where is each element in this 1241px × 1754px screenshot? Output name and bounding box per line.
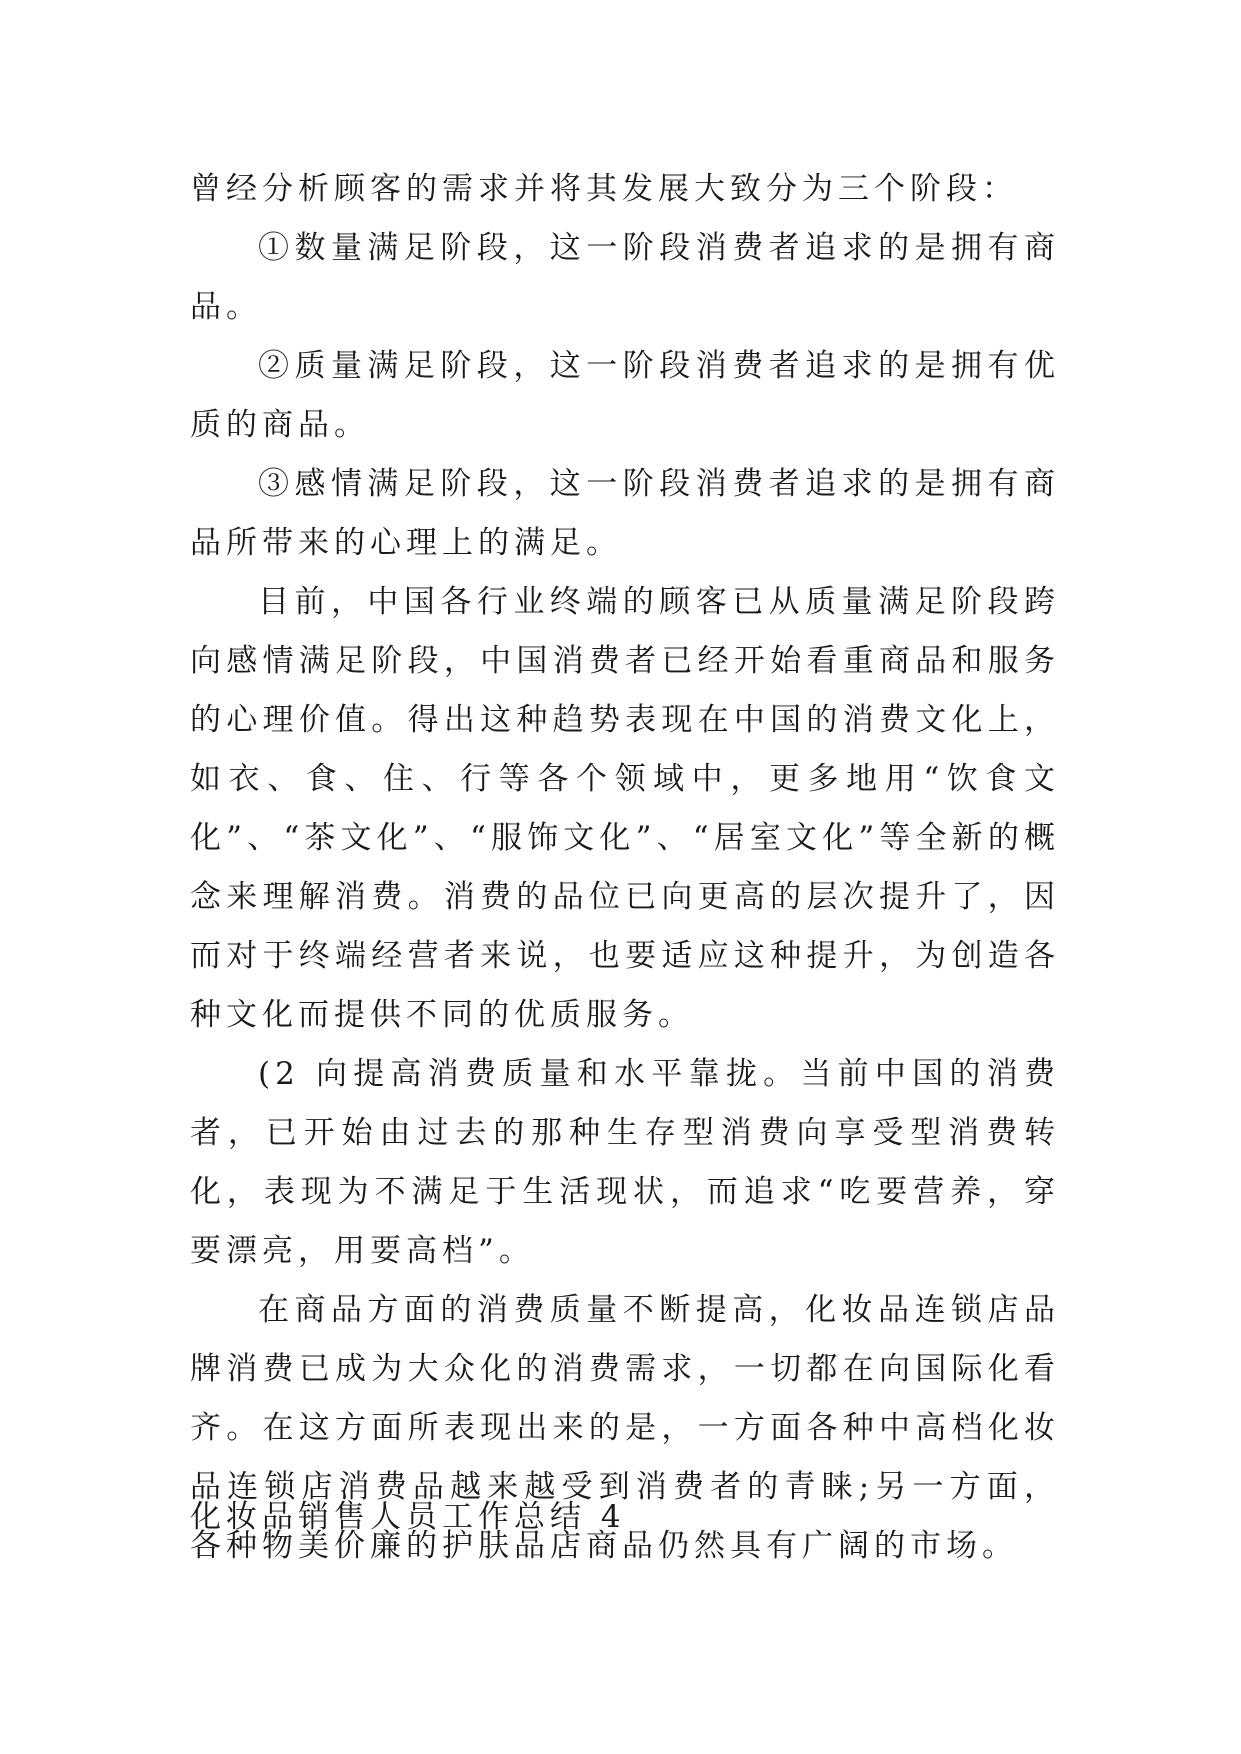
paragraph-stage-2: ②质量满足阶段，这一阶段消费者追求的是拥有优质的商品。 bbox=[190, 348, 1060, 443]
paragraph-quality-upgrade: (2 向提高消费质量和水平靠拢。当前中国的消费者，已开始由过去的那种生存型消费向享受型消费转化，表现为不满足于生活现状，而追求“吃要营养，穿要漂亮，用要高档”。 bbox=[190, 1056, 1060, 1269]
section-heading: 化妆品销售人员工作总结 4 bbox=[190, 1499, 626, 1535]
paragraph-stage-1: ①数量满足阶段，这一阶段消费者追求的是拥有商品。 bbox=[190, 230, 1060, 325]
paragraph-intro: 曾经分析顾客的需求并将其发展大致分为三个阶段： bbox=[190, 171, 1018, 207]
body-text bbox=[190, 160, 1060, 1576]
paragraph-product-consumption: 在商品方面的消费质量不断提高，化妆品连锁店品牌消费已成为大众化的消费需求，一切都在向国际化看齐。在这方面所表现出来的是，一方面各种中高档化妆品连锁店消费品越来越受到消费者的青睐;另一方面，各种物美价廉的护肤品店商品仍然具有广阔的市场。 bbox=[190, 1292, 1060, 1564]
paragraph-current-trend: 目前，中国各行业终端的顾客已从质量满足阶段跨向感情满足阶段，中国消费者已经开始看重商品和服务的心理价值。得出这种趋势表现在中国的消费文化上，如衣、食、住、行等各个领域中，更多地用“饮食文化”、“茶文化”、“服饰文化”、“居室文化”等全新的概念来理解消费。消费的品位已向更高的层次提升了，因而对于终端经营者来说，也要适应这种提升，为创造各种文化而提供不同的优质服务。 bbox=[190, 584, 1060, 1033]
paragraph-stage-3: ③感情满足阶段，这一阶段消费者追求的是拥有商品所带来的心理上的满足。 bbox=[190, 466, 1060, 561]
